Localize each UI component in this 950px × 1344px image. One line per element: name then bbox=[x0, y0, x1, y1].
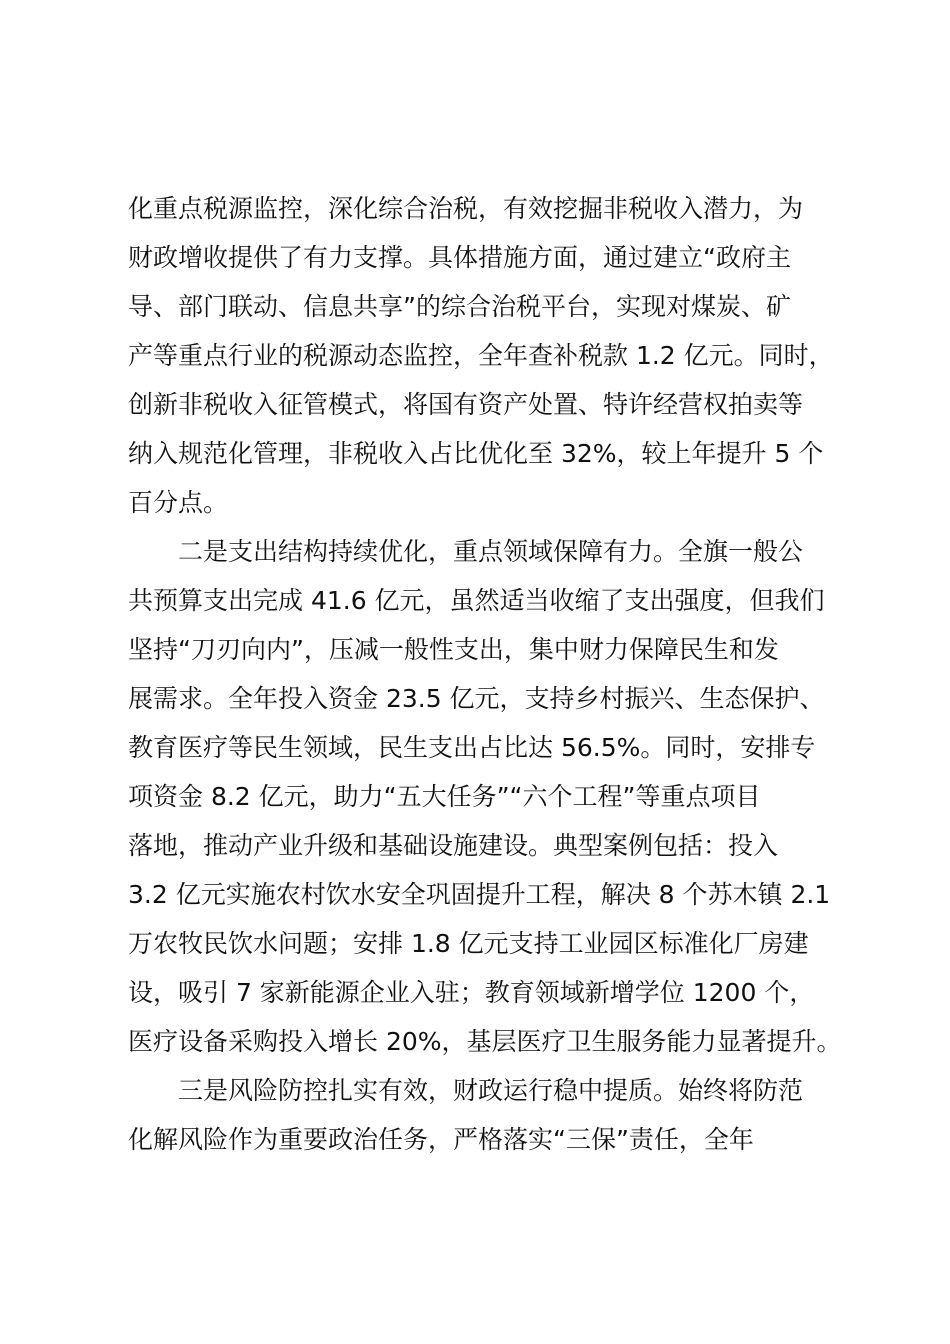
paragraph-2 bbox=[128, 527, 842, 1066]
text-line: 共预算支出完成 41.6 亿元，虽然适当收缩了支出强度，但我们 bbox=[128, 586, 825, 615]
text-line: 坚持“刀刃向内”，压减一般性支出，集中财力保障民生和发 bbox=[128, 635, 779, 664]
text-line: 创新非税收入征管模式，将国有资产处置、特许经营权拍卖等 bbox=[128, 390, 804, 419]
document-body bbox=[128, 184, 842, 1164]
text-line: 落地，推动产业升级和基础设施建设。典型案例包括：投入 bbox=[128, 831, 779, 860]
text-line: 展需求。全年投入资金 23.5 亿元，支持乡村振兴、生态保护、 bbox=[128, 684, 825, 713]
text-line: 教育医疗等民生领域，民生支出占比达 56.5%。同时，安排专 bbox=[128, 733, 816, 762]
text-line: 项资金 8.2 亿元，助力“五大任务”“六个工程”等重点项目 bbox=[128, 782, 761, 811]
text-line: 百分点。 bbox=[128, 488, 229, 517]
text-line: 财政增收提供了有力支撑。具体措施方面，通过建立“政府主 bbox=[128, 243, 791, 272]
text-line: 三是风险防控扎实有效，财政运行稳中提质。始终将防范 bbox=[178, 1076, 804, 1105]
text-line: 二是支出结构持续优化，重点领域保障有力。全旗一般公 bbox=[178, 537, 804, 566]
text-line: 导、部门联动、信息共享”的综合治税平台，实现对煤炭、矿 bbox=[128, 292, 791, 321]
paragraph-3 bbox=[128, 1066, 838, 1164]
text-line: 设，吸引 7 家新能源企业入驻；教育领域新增学位 1200 个， bbox=[128, 978, 815, 1007]
text-line: 化解风险作为重要政治任务，严格落实“三保”责任，全年 bbox=[128, 1125, 754, 1154]
text-line: 万农牧民饮水问题；安排 1.8 亿元支持工业园区标准化厂房建 bbox=[128, 929, 809, 958]
text-line: 医疗设备采购投入增长 20%，基层医疗卫生服务能力显著提升。 bbox=[128, 1027, 842, 1056]
text-line: 纳入规范化管理，非税收入占比优化至 32%，较上年提升 5 个 bbox=[128, 439, 824, 468]
text-line: 产等重点行业的税源动态监控，全年查补税款 1.2 亿元。同时， bbox=[128, 341, 834, 370]
paragraph-1 bbox=[128, 184, 838, 527]
text-line: 化重点税源监控，深化综合治税，有效挖掘非税收入潜力，为 bbox=[128, 194, 804, 223]
text-line: 3.2 亿元实施农村饮水安全巩固提升工程，解决 8 个苏木镇 2.1 bbox=[128, 880, 831, 909]
